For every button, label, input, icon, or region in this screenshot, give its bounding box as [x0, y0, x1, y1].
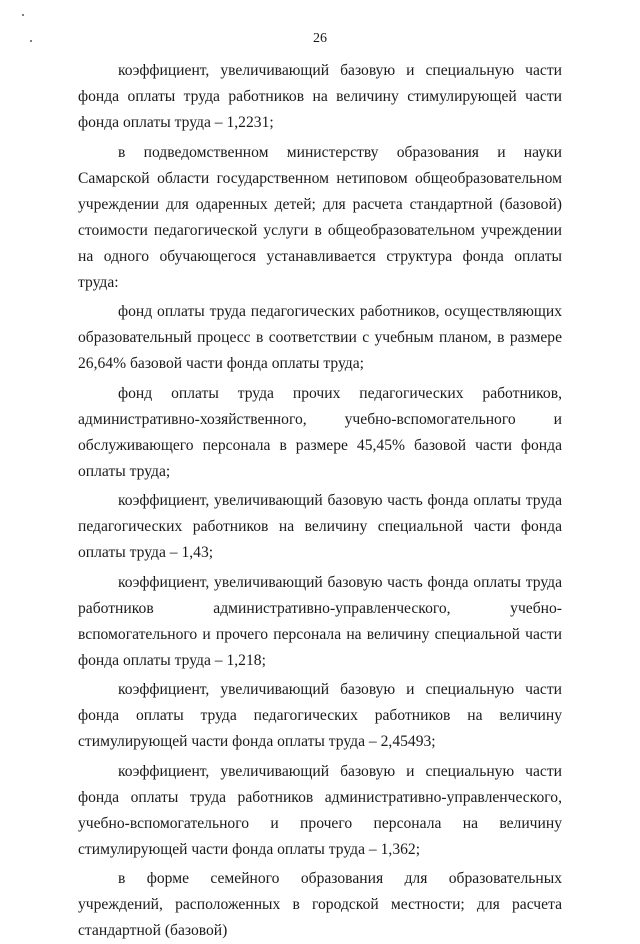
paragraph-2: в подведомственном министерству образования и науки Самарской области государственном нетиповом общеобразовательном учреждении для одаренных детей; для расчета стандартной (базовой) стоимости педагогической услуги в общеобразовательном учреждении на одного обучающегося устанавливается структура фонда оплаты труда:	[78, 143, 562, 291]
paragraph-4: фонд оплаты труда прочих педагогических работников, административно-хозяйственного, учебно-вспомогательного и обслуживающего персонала в размере 45,45% базовой части фонда оплаты труда;	[78, 384, 562, 480]
paragraph-7: коэффициент, увеличивающий базовую и специальную части фонда оплаты труда педагогических работников на величину стимулирующей части фонда оплаты труда – 2,45493;	[78, 681, 562, 750]
scan-speck	[22, 14, 24, 16]
paragraph-3: фонд оплаты труда педагогических работников, осуществляющих образовательный процесс в соответствии с учебным планом, в размере 26,64% базовой части фонда оплаты труда;	[78, 303, 562, 372]
paragraph-1: коэффициент, увеличивающий базовую и специальную части фонда оплаты труда работников на величину стимулирующей части фонда оплаты труда – 1,2231;	[78, 62, 562, 131]
scan-speck	[30, 40, 32, 42]
paragraph-9: в форме семейного образования для образовательных учреждений, расположенных в городской местности; для расчета стандартной (базовой)	[78, 870, 562, 939]
paragraph-8: коэффициент, увеличивающий базовую и специальную части фонда оплаты труда работников административно-управленческого, учебно-вспомогательного и прочего персонала на величину стимулирующей части фонда оплаты труда – 1,362;	[78, 762, 562, 858]
page-number: 26	[313, 31, 327, 46]
document-body	[78, 58, 562, 944]
paragraph-5: коэффициент, увеличивающий базовую часть фонда оплаты труда педагогических работников на величину специальной части фонда оплаты труда – 1,43;	[78, 492, 562, 561]
paragraph-6: коэффициент, увеличивающий базовую часть фонда оплаты труда работников административно-управленческого, учебно-вспомогательного и прочего персонала на величину специальной части фонда оплаты труда – 1,218;	[78, 573, 562, 669]
